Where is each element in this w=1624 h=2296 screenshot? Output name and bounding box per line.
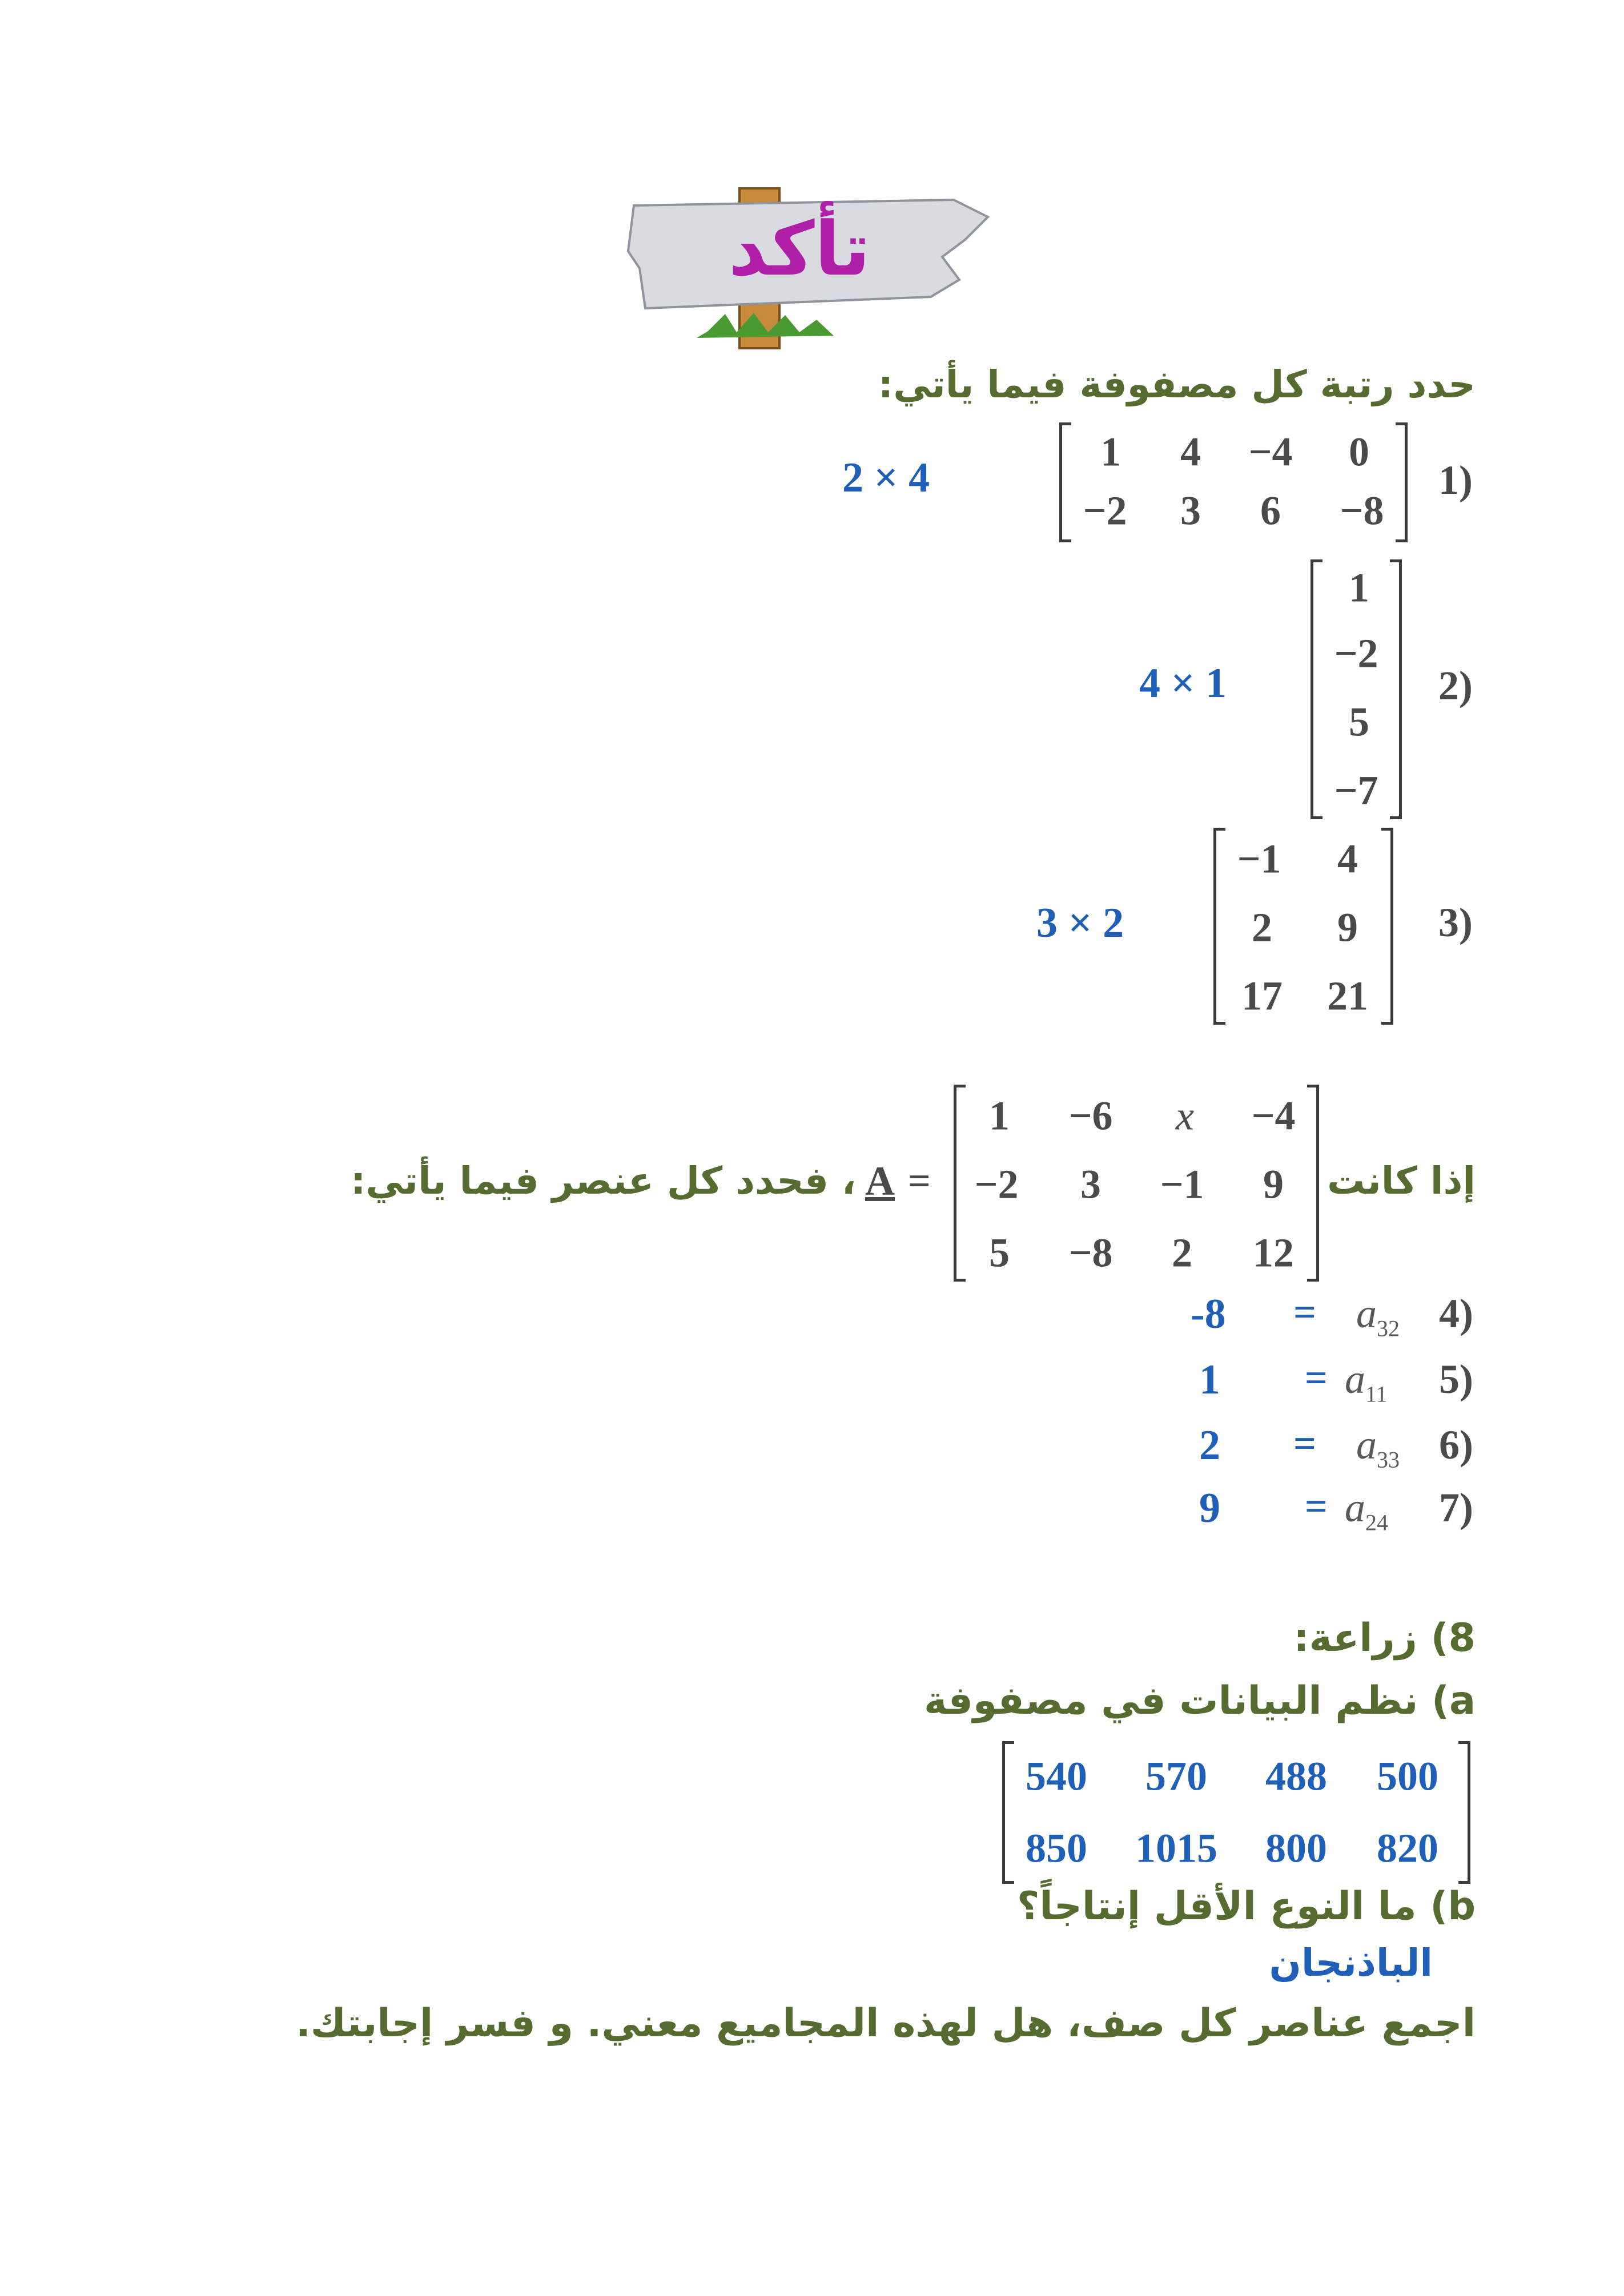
matrix-cell: 1015 <box>1135 1825 1217 1871</box>
element-symbol: $a_{33}$ <box>1356 1422 1400 1473</box>
element-symbol: $a_{32}$ <box>1356 1291 1400 1342</box>
matrix-1 <box>1059 422 1408 542</box>
matrix-cell: 12 <box>1253 1230 1294 1276</box>
matrix-cell: 500 <box>1377 1753 1438 1799</box>
element-symbol: $a_{11}$ <box>1345 1356 1388 1407</box>
matrix-cell: 800 <box>1265 1825 1327 1871</box>
matrix-cell: 17 <box>1241 973 1283 1019</box>
matrix-cell: −2 <box>1334 630 1378 676</box>
exercise-1-label: (1 <box>1438 457 1473 503</box>
matrix-a <box>954 1085 1319 1282</box>
matrix-cell: −2 <box>1083 488 1127 534</box>
matrix-cell: −8 <box>1068 1230 1113 1276</box>
agriculture-part-a: a) نظم البيانات في مصفوفة <box>924 1678 1476 1723</box>
matrix-cell: 1 <box>1100 429 1121 475</box>
matrix-cell: 6 <box>1260 488 1281 534</box>
element-answer: 9 <box>1199 1485 1220 1532</box>
matrix-cell: −1 <box>1237 836 1281 882</box>
matrix-cell: 0 <box>1349 429 1369 475</box>
matrix-1-right-bracket <box>1396 422 1408 542</box>
matrix-cell: 4 <box>1337 836 1358 882</box>
element-label: (5 <box>1439 1356 1473 1402</box>
matrix-cell: −8 <box>1340 488 1384 534</box>
matrix-cell: 5 <box>1349 699 1369 745</box>
matrix-cell: −2 <box>974 1161 1019 1207</box>
element-equals: = <box>1293 1291 1316 1335</box>
element-answer: 2 <box>1199 1422 1220 1469</box>
matrix-2-right-bracket <box>1390 559 1402 819</box>
exercise-2-answer: 4 × 1 <box>1139 660 1227 707</box>
element-answer: 1 <box>1199 1356 1220 1403</box>
matrix-cell: 9 <box>1337 904 1358 950</box>
agriculture-closing: اجمع عناصر كل صف، هل لهذه المجاميع معني. و فسر إجابتك. <box>295 2001 1476 2046</box>
exercise-1-answer: 2 × 4 <box>842 454 930 501</box>
matrix-cell: 2 <box>1252 904 1272 950</box>
element-answer: -8 <box>1191 1291 1226 1338</box>
element-question-4 <box>1142 1290 1473 1347</box>
exercise-3-label: (3 <box>1438 900 1473 945</box>
matrix-cell: −7 <box>1334 767 1378 813</box>
matrix-cell: 3 <box>1080 1161 1101 1207</box>
element-question-6 <box>1142 1421 1473 1479</box>
matrix-2-left-bracket <box>1311 559 1322 819</box>
matrix-2 <box>1311 559 1402 819</box>
matrix-3-right-bracket <box>1381 828 1393 1025</box>
matrix-3 <box>1213 828 1393 1025</box>
agriculture-matrix <box>1002 1741 1470 1884</box>
matrix-cell: 540 <box>1026 1753 1087 1799</box>
matrix-cell: 5 <box>989 1230 1010 1276</box>
matrix-a-right-bracket <box>1307 1085 1319 1282</box>
matrix-cell: 1 <box>1349 565 1369 611</box>
matrix-cell: 820 <box>1377 1825 1438 1871</box>
matrix-cell-variable: x <box>1176 1093 1194 1139</box>
instruction-heading: حدد رتبة كل مصفوفة فيما يأتي: <box>878 362 1476 406</box>
element-equals: = <box>1305 1356 1328 1400</box>
element-equals: = <box>1305 1485 1328 1529</box>
exercise-3-answer: 3 × 2 <box>1036 900 1124 946</box>
matrix-cell: −6 <box>1068 1093 1113 1139</box>
matrix-a-prefix: إذا كانت <box>1327 1159 1476 1203</box>
exercise-2-label: (2 <box>1438 663 1473 708</box>
matrix-cell: 570 <box>1145 1753 1207 1799</box>
element-question-7 <box>1142 1484 1473 1541</box>
matrix-cell: 488 <box>1265 1753 1327 1799</box>
matrix-1-left-bracket <box>1059 422 1071 542</box>
matrix-cell: 4 <box>1180 429 1201 475</box>
element-label: (7 <box>1439 1485 1473 1530</box>
agriculture-answer-b: الباذنجان <box>1269 1941 1433 1985</box>
element-label: (6 <box>1439 1422 1473 1468</box>
matrix-cell: 3 <box>1180 488 1201 534</box>
matrix-a-name: A <box>865 1158 895 1204</box>
agriculture-part-b: b) ما النوع الأقل إنتاجاً؟ <box>1016 1884 1476 1929</box>
badge-signpost <box>622 183 999 354</box>
matrix-cell: 850 <box>1026 1825 1087 1871</box>
element-question-5 <box>1142 1356 1473 1413</box>
matrix-a-suffix: ، فحدد كل عنصر فيما يأتي: <box>351 1159 856 1203</box>
matrix-cell: −4 <box>1248 429 1293 475</box>
agriculture-matrix-right-bracket <box>1458 1741 1470 1884</box>
matrix-a-equals: = <box>908 1159 931 1203</box>
element-label: (4 <box>1439 1291 1473 1336</box>
matrix-cell: −1 <box>1160 1161 1204 1207</box>
badge-text: تأكد <box>728 206 871 292</box>
element-equals: = <box>1293 1422 1316 1466</box>
matrix-cell: 1 <box>989 1093 1010 1139</box>
element-symbol: $a_{24}$ <box>1345 1485 1388 1536</box>
matrix-cell: 2 <box>1172 1230 1192 1276</box>
agriculture-title: 8) زراعة: <box>1293 1616 1476 1661</box>
matrix-cell: 9 <box>1263 1161 1284 1207</box>
matrix-cell: −4 <box>1251 1093 1296 1139</box>
matrix-a-left-bracket <box>954 1085 966 1282</box>
agriculture-matrix-left-bracket <box>1002 1741 1014 1884</box>
matrix-cell: 21 <box>1327 973 1368 1019</box>
matrix-3-left-bracket <box>1213 828 1225 1025</box>
